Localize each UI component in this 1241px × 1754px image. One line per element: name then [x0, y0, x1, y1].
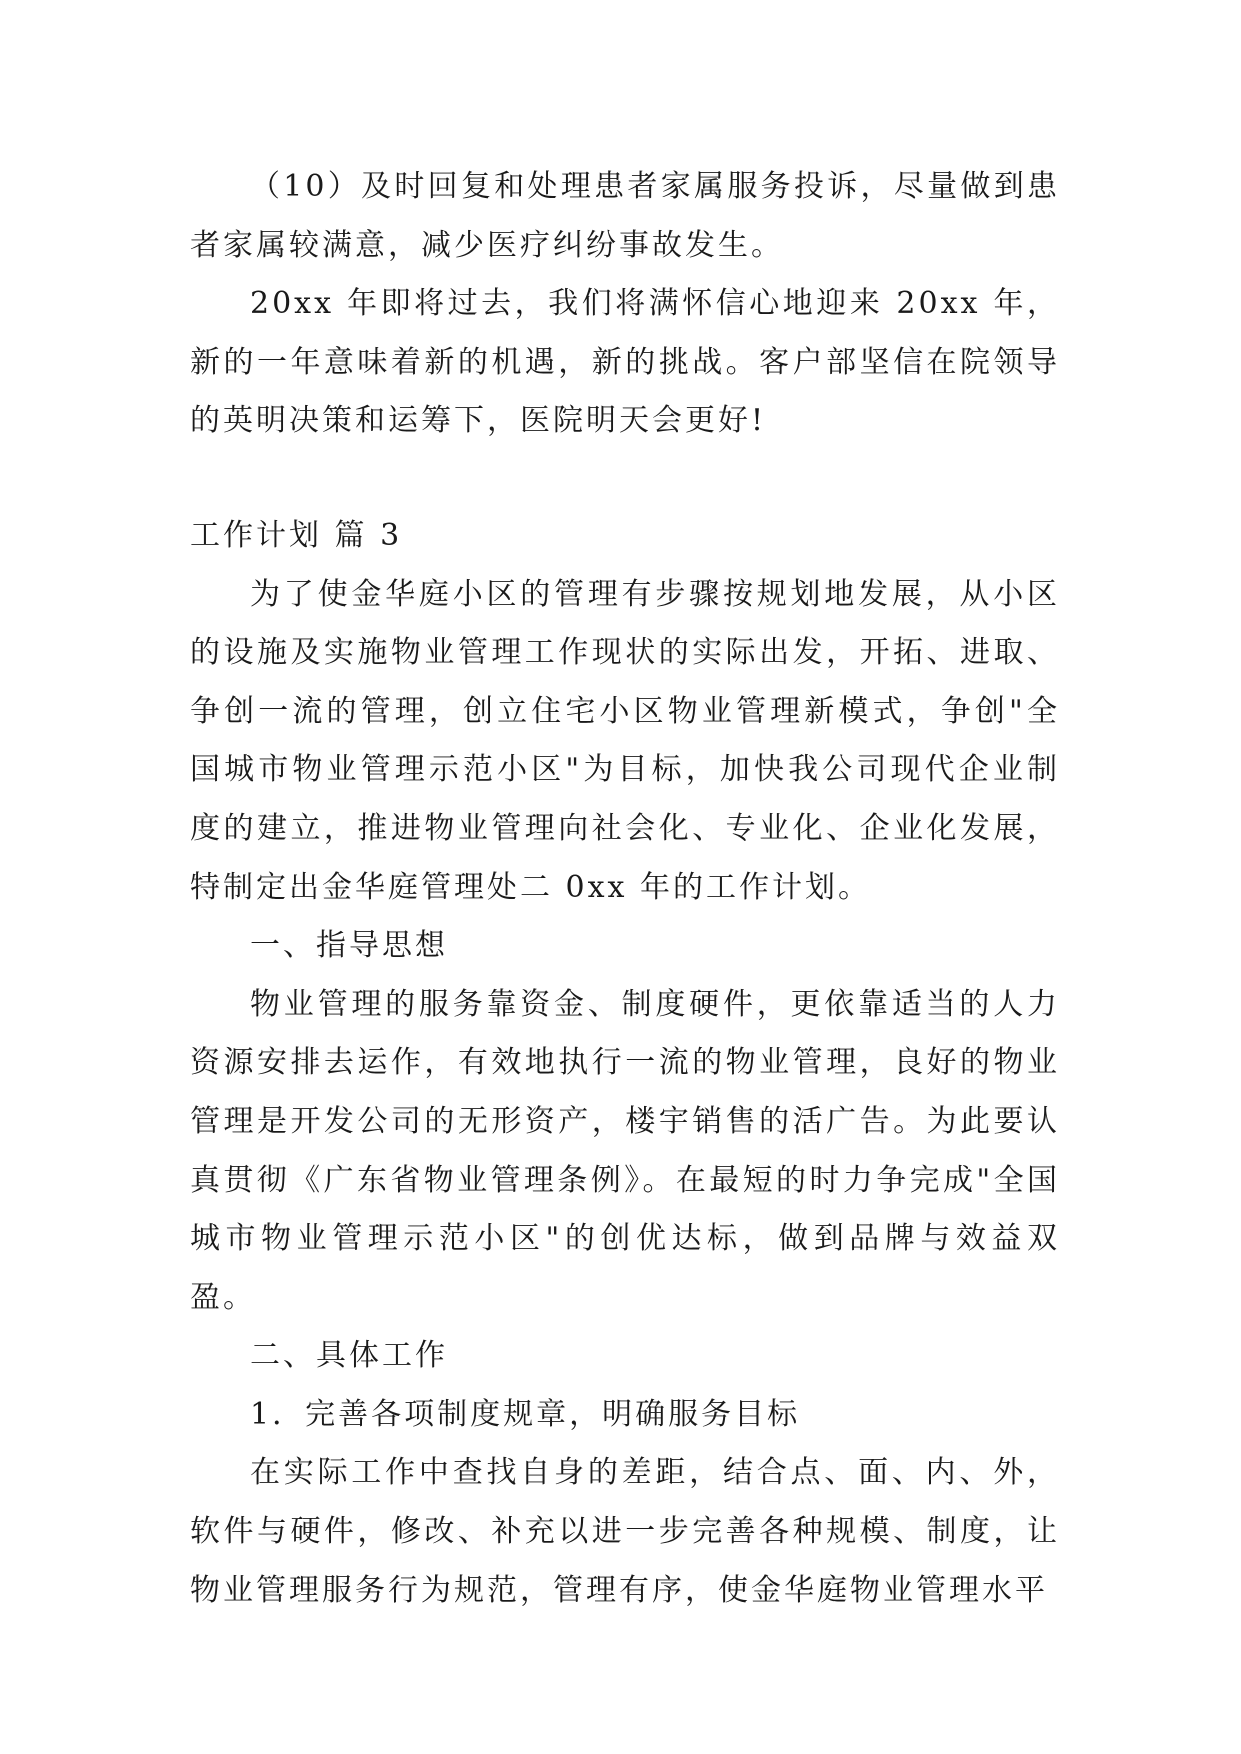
paragraph-complaints: （10）及时回复和处理患者家属服务投诉，尽量做到患者家属较满意，减少医疗纠纷事故发生。 — [190, 169, 1060, 263]
section-heading: 工作计划 篇 3 — [190, 517, 403, 553]
subheading-specific-work: 二、具体工作 — [250, 1338, 448, 1374]
subheading-guiding-thought: 一、指导思想 — [250, 928, 448, 964]
document-page — [190, 158, 1060, 1620]
subheading-item-1: 1．完善各项制度规章，明确服务目标 — [250, 1396, 801, 1432]
paragraph-year-outlook: 20xx 年即将过去，我们将满怀信心地迎来 20xx 年，新的一年意味着新的机遇，新的挑战。客户部坚信在院领导的英明决策和运筹下，医院明天会更好! — [190, 286, 1060, 439]
paragraph-item-1: 在实际工作中查找自身的差距，结合点、面、内、外，软件与硬件，修改、补充以进一步完善各种规模、制度，让物业管理服务行为规范，管理有序，使金华庭物业管理水平 — [190, 1455, 1060, 1608]
paragraph-intro: 为了使金华庭小区的管理有步骤按规划地发展，从小区的设施及实施物业管理工作现状的实际出发，开拓、进取、争创一流的管理，创立住宅小区物业管理新模式，争创"全国城市物业管理示范小区"为目标，加快我公司现代企业制度的建立，推进物业管理向社会化、专业化、企业化发展，特制定出金华庭管理处二 0xx 年的工作计划。 — [190, 576, 1060, 905]
paragraph-guiding-thought: 物业管理的服务靠资金、制度硬件，更依靠适当的人力资源安排去运作，有效地执行一流的物业管理，良好的物业管理是开发公司的无形资产，楼宇销售的活广告。为此要认真贯彻《广东省物业管理条例》。在最短的时力争完成"全国城市物业管理示范小区"的创优达标，做到品牌与效益双盈。 — [190, 986, 1060, 1315]
